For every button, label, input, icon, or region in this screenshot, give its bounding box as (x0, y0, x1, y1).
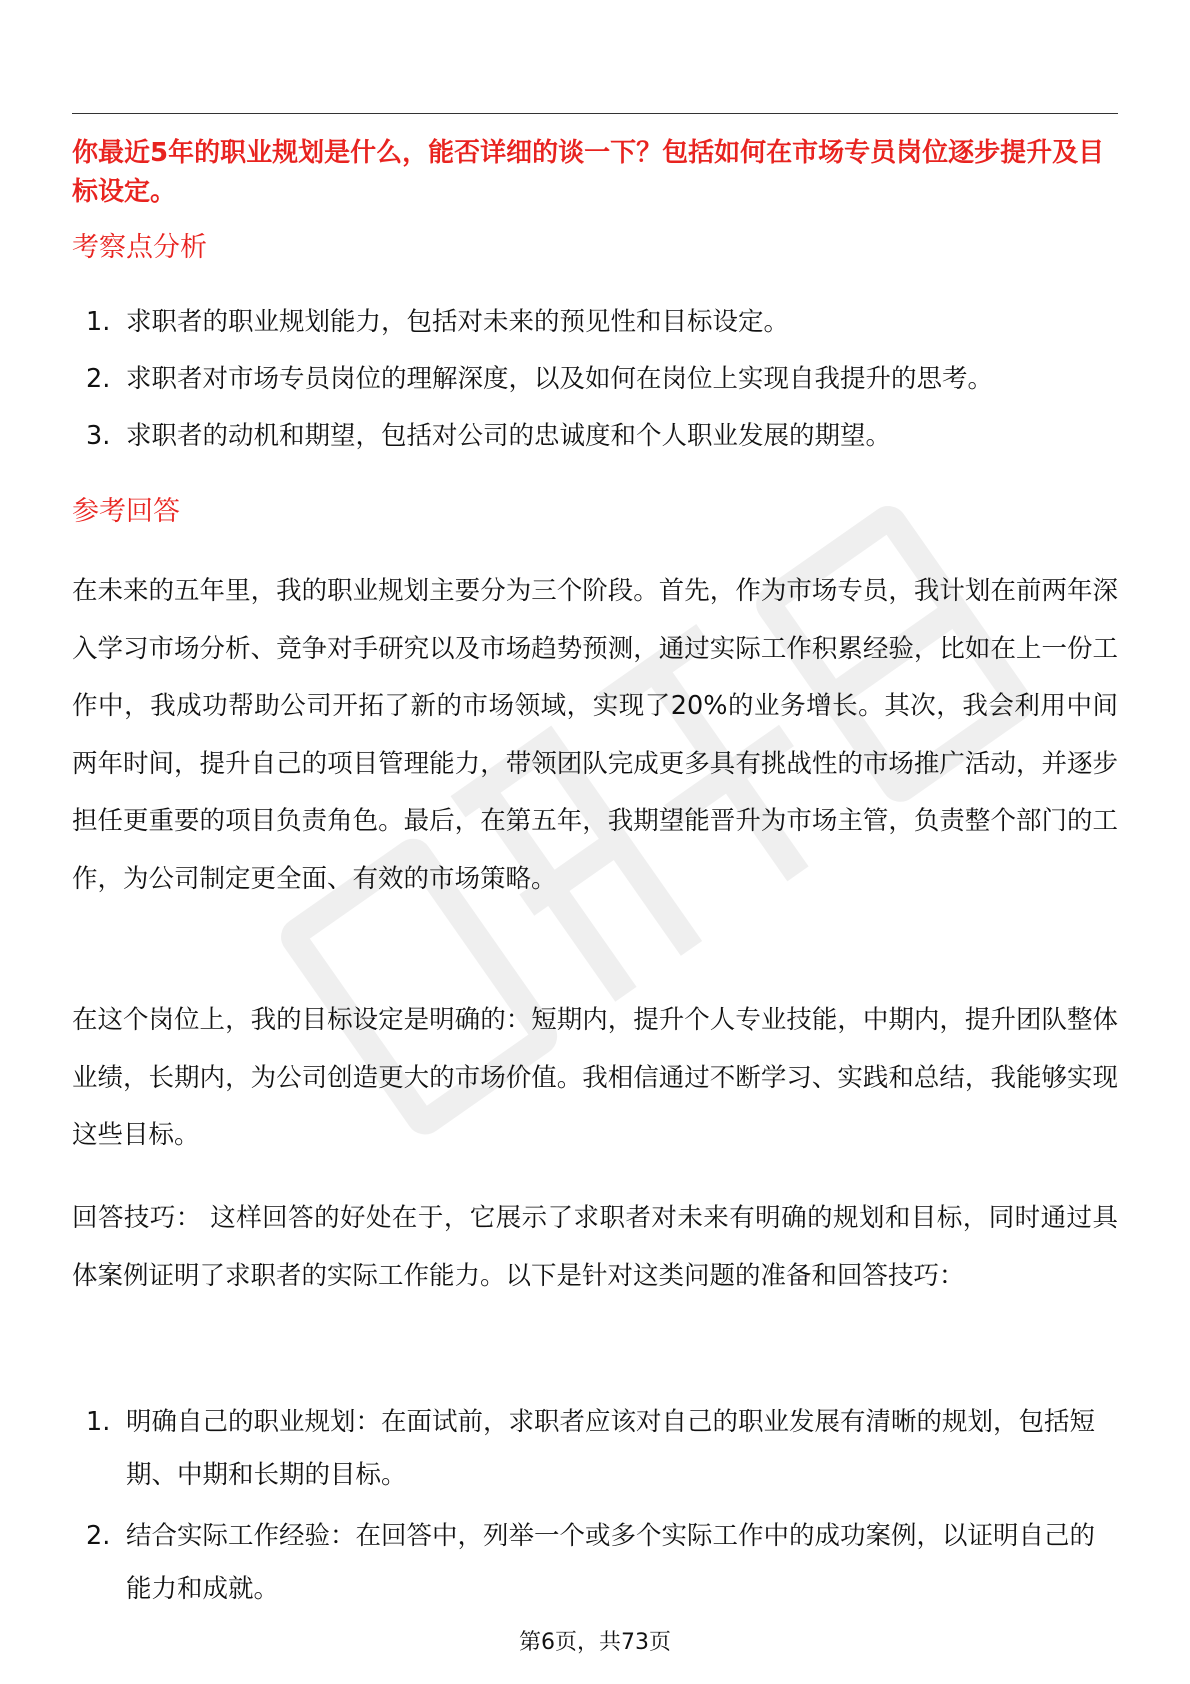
list-item-text: 求职者对市场专员岗位的理解深度，以及如何在岗位上实现自我提升的思考。 (126, 364, 994, 394)
list-item-text: 明确自己的职业规划：在面试前，求职者应该对自己的职业发展有清晰的规划，包括短期、中期和长期的目标。 (126, 1407, 1096, 1490)
list-number: 3. (86, 421, 111, 451)
tips-list (72, 1396, 1118, 1624)
question-title: 你最近5年的职业规划是什么，能否详细的谈一下？包括如何在市场专员岗位逐步提升及目标设定。 (72, 138, 1105, 207)
list-item (72, 1510, 1118, 1616)
page-footer: 第6页，共73页 (519, 1630, 671, 1655)
list-item (72, 351, 1118, 408)
list-item-text: 求职者的职业规划能力，包括对未来的预见性和目标设定。 (126, 307, 790, 337)
analysis-heading: 考察点分析 (72, 232, 207, 263)
list-item-text: 结合实际工作经验：在回答中，列举一个或多个实际工作中的成功案例，以证明自己的能力和成就。 (126, 1521, 1096, 1604)
answer-paragraph: 在未来的五年里，我的职业规划主要分为三个阶段。首先，作为市场专员，我计划在前两年深入学习市场分析、竞争对手研究以及市场趋势预测，通过实际工作积累经验，比如在上一份工作中，我成功帮助公司开拓了新的市场领域，实现了20%的业务增长。其次，我会利用中间两年时间，提升自己的项目管理能力，带领团队完成更多具有挑战性的市场推广活动，并逐步担任更重要的项目负责角色。最后，在第五年，我期望能晋升为市场主管，负责整个部门的工作，为公司制定更全面、有效的市场策略。 (72, 576, 1118, 894)
answer-paragraph: 在这个岗位上，我的目标设定是明确的：短期内，提升个人专业技能，中期内，提升团队整体业绩，长期内，为公司创造更大的市场价值。我相信通过不断学习、实践和总结，我能够实现这些目标。 (72, 1005, 1118, 1150)
document-page (72, 0, 1118, 1684)
answer-tips-paragraph: 回答技巧： 这样回答的好处在于，它展示了求职者对未来有明确的规划和目标，同时通过具体案例证明了求职者的实际工作能力。以下是针对这类问题的准备和回答技巧： (72, 1203, 1118, 1291)
analysis-list (72, 294, 1118, 465)
list-item (72, 1396, 1118, 1502)
list-number: 1. (86, 307, 111, 337)
list-number: 2. (86, 364, 111, 394)
list-number: 1. (86, 1407, 111, 1437)
list-number: 2. (86, 1521, 111, 1551)
top-divider (72, 113, 1118, 114)
answer-heading: 参考回答 (72, 496, 180, 527)
list-item (72, 408, 1118, 465)
list-item (72, 294, 1118, 351)
list-item-text: 求职者的动机和期望，包括对公司的忠诚度和个人职业发展的期望。 (126, 421, 892, 451)
